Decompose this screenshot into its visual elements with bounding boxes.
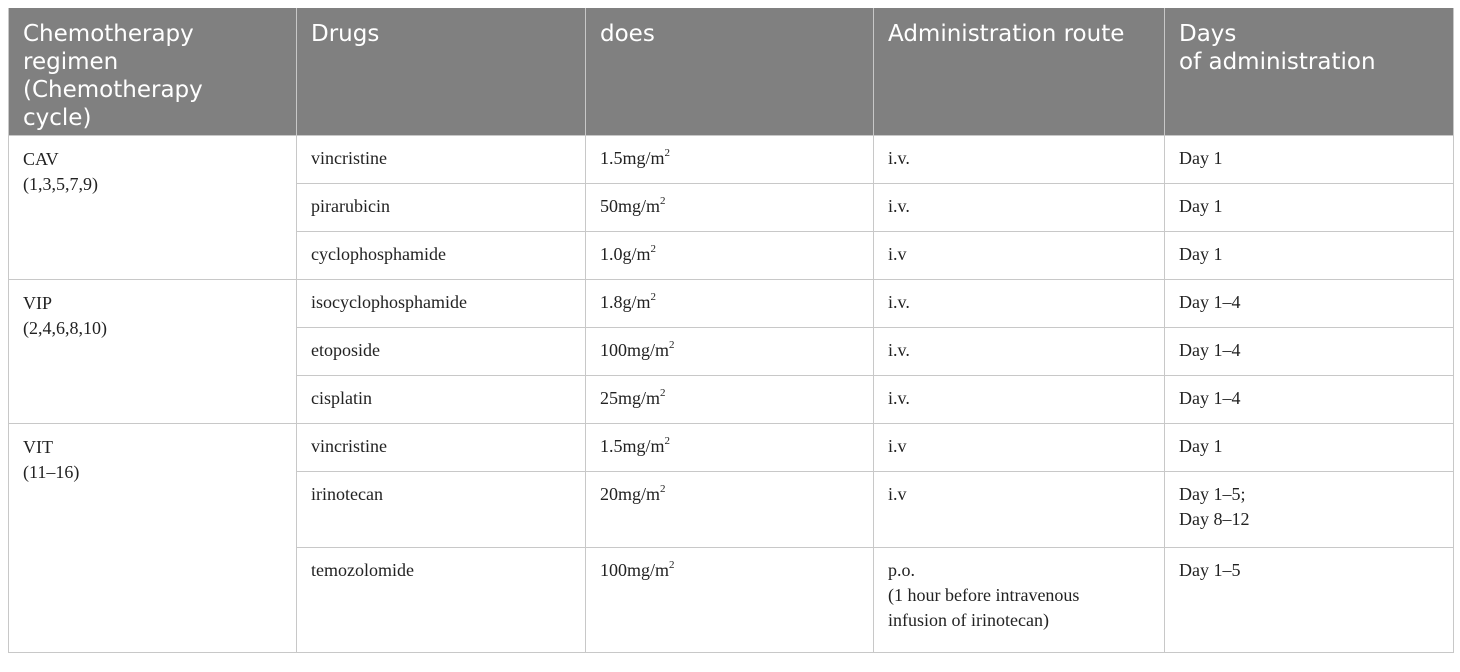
days-line: Day 1–4 bbox=[1179, 291, 1241, 312]
header-regimen bbox=[9, 8, 297, 135]
header-regimen-line: regimen bbox=[23, 49, 119, 75]
route-cell bbox=[874, 135, 1165, 183]
regimen-name: VIP bbox=[23, 292, 53, 313]
dose-value: 1.8g/m bbox=[600, 291, 651, 312]
days-line: Day 1–4 bbox=[1179, 339, 1241, 360]
dose-cell bbox=[586, 135, 874, 183]
dose-value: 1.0g/m bbox=[600, 243, 651, 264]
drug-cell: etoposide bbox=[297, 327, 586, 375]
dose-cell bbox=[586, 183, 874, 231]
route-line: i.v. bbox=[888, 291, 910, 312]
days-cell bbox=[1165, 547, 1454, 652]
route-cell bbox=[874, 423, 1165, 471]
dose-cell bbox=[586, 423, 874, 471]
regimen-cell-vit bbox=[9, 423, 297, 652]
days-cell bbox=[1165, 183, 1454, 231]
dose-exponent: 2 bbox=[650, 290, 657, 303]
header-route-label: Administration route bbox=[888, 21, 1125, 47]
dose-exponent: 2 bbox=[660, 386, 666, 399]
route-line: p.o. bbox=[888, 559, 915, 580]
table-row bbox=[9, 279, 1454, 327]
regimen-cycles: (1,3,5,7,9) bbox=[23, 173, 98, 194]
drug-cell: isocyclophosphamide bbox=[297, 279, 586, 327]
header-regimen-line: Chemotherapy bbox=[23, 21, 194, 47]
regimen-name: CAV bbox=[23, 148, 59, 169]
dose-cell bbox=[586, 231, 874, 279]
days-cell bbox=[1165, 327, 1454, 375]
dose-exponent: 2 bbox=[664, 146, 671, 159]
dose-exponent: 2 bbox=[660, 482, 666, 495]
dose-exponent: 2 bbox=[650, 242, 657, 255]
dose-cell bbox=[586, 279, 874, 327]
chemotherapy-regimen-table bbox=[8, 8, 1454, 653]
drug-cell: cisplatin bbox=[297, 375, 586, 423]
header-row bbox=[9, 8, 1454, 135]
drug-cell: temozolomide bbox=[297, 547, 586, 652]
days-cell bbox=[1165, 423, 1454, 471]
regimen-cycles: (11–16) bbox=[23, 461, 80, 482]
route-line: infusion of irinotecan) bbox=[888, 609, 1049, 630]
days-line: Day 1 bbox=[1179, 243, 1223, 264]
regimen-cycles: (2,4,6,8,10) bbox=[23, 317, 107, 338]
dose-cell bbox=[586, 471, 874, 547]
days-cell bbox=[1165, 375, 1454, 423]
dose-exponent: 2 bbox=[669, 558, 675, 571]
table-row bbox=[9, 135, 1454, 183]
route-cell bbox=[874, 183, 1165, 231]
header-regimen-line: (Chemotherapy bbox=[23, 77, 203, 103]
route-cell bbox=[874, 547, 1165, 652]
dose-exponent: 2 bbox=[664, 434, 671, 447]
regimen-name: VIT bbox=[23, 436, 53, 457]
days-line: Day 1 bbox=[1179, 435, 1223, 456]
drug-cell: irinotecan bbox=[297, 471, 586, 547]
header-drugs-label: Drugs bbox=[311, 21, 380, 47]
days-line: Day 1 bbox=[1179, 147, 1223, 168]
days-line: Day 1–5 bbox=[1179, 559, 1241, 580]
dose-exponent: 2 bbox=[660, 194, 666, 207]
dose-cell bbox=[586, 375, 874, 423]
regimen-cell-vip bbox=[9, 279, 297, 423]
header-days-line: Days bbox=[1179, 21, 1237, 47]
header-drugs bbox=[297, 8, 586, 135]
route-line: i.v. bbox=[888, 195, 910, 216]
route-cell bbox=[874, 471, 1165, 547]
route-line: i.v bbox=[888, 243, 907, 264]
drug-cell: vincristine bbox=[297, 423, 586, 471]
days-cell bbox=[1165, 231, 1454, 279]
route-line: i.v bbox=[888, 435, 907, 456]
dose-value: 1.5mg/m bbox=[600, 435, 665, 456]
header-dose-label: does bbox=[600, 21, 655, 47]
route-line: i.v. bbox=[888, 387, 910, 408]
days-line: Day 1–5; bbox=[1179, 483, 1246, 504]
dose-value: 100mg/m bbox=[600, 559, 670, 580]
route-cell bbox=[874, 231, 1165, 279]
drug-cell: cyclophosphamide bbox=[297, 231, 586, 279]
route-cell bbox=[874, 327, 1165, 375]
dose-value: 20mg/m bbox=[600, 483, 661, 504]
header-days bbox=[1165, 8, 1454, 135]
days-cell bbox=[1165, 471, 1454, 547]
dose-value: 50mg/m bbox=[600, 195, 661, 216]
header-dose bbox=[586, 8, 874, 135]
dose-exponent: 2 bbox=[669, 338, 675, 351]
route-line: i.v. bbox=[888, 339, 910, 360]
dose-value: 100mg/m bbox=[600, 339, 670, 360]
header-route bbox=[874, 8, 1165, 135]
regimen-cell-cav bbox=[9, 135, 297, 279]
drug-cell: vincristine bbox=[297, 135, 586, 183]
dose-cell bbox=[586, 547, 874, 652]
header-regimen-line: cycle) bbox=[23, 105, 92, 131]
route-cell bbox=[874, 279, 1165, 327]
route-line: i.v bbox=[888, 483, 907, 504]
drug-cell: pirarubicin bbox=[297, 183, 586, 231]
days-cell bbox=[1165, 279, 1454, 327]
dose-cell bbox=[586, 327, 874, 375]
dose-value: 1.5mg/m bbox=[600, 147, 665, 168]
route-line: i.v. bbox=[888, 147, 910, 168]
days-cell bbox=[1165, 135, 1454, 183]
days-line: Day 1 bbox=[1179, 195, 1223, 216]
dose-value: 25mg/m bbox=[600, 387, 661, 408]
days-line: Day 8–12 bbox=[1179, 508, 1250, 529]
table-row bbox=[9, 423, 1454, 471]
route-cell bbox=[874, 375, 1165, 423]
days-line: Day 1–4 bbox=[1179, 387, 1241, 408]
header-days-line: of administration bbox=[1179, 49, 1376, 75]
route-line: (1 hour before intravenous bbox=[888, 584, 1080, 605]
